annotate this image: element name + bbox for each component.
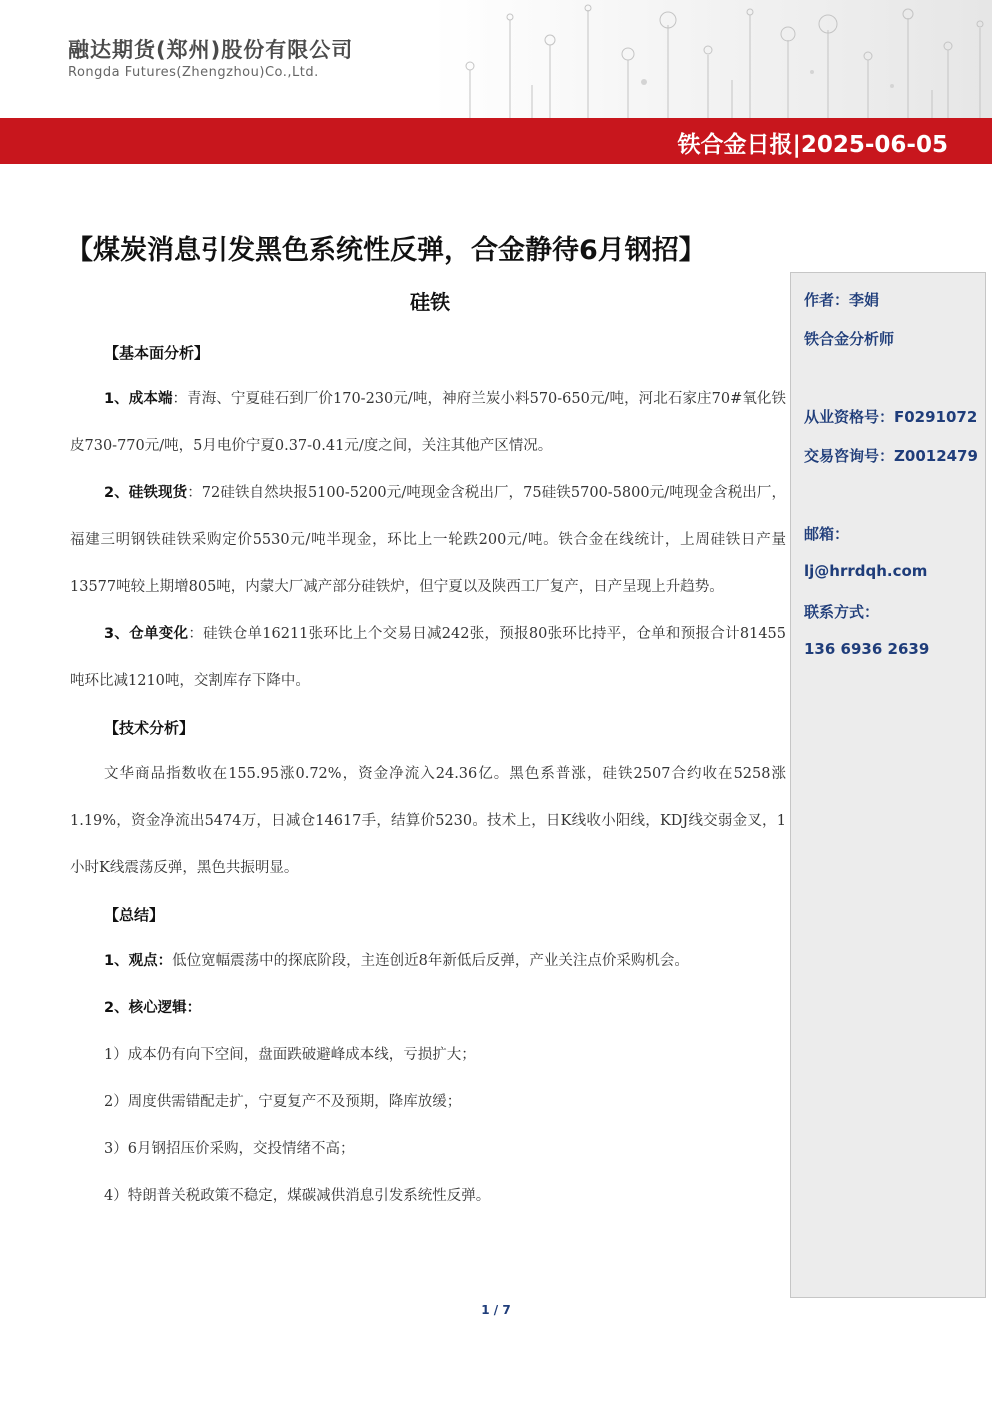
section-heading-summary: 【总结】	[104, 906, 165, 924]
list-item: 3）6月钢招压价采购，交投情绪不高；	[104, 1141, 355, 1157]
text-view: 低位宽幅震荡中的探底阶段，主连创近8年新低后反弹，产业关注点价采购机会。	[172, 953, 689, 969]
paragraph-cost	[70, 376, 786, 470]
list-item: 1）成本仍有向下空间，盘面跌破避峰成本线，亏损扩大；	[104, 1047, 476, 1063]
page-title: 【煤炭消息引发黑色系统性反弹，合金静待6月钢招】	[66, 235, 706, 266]
text-cost: ：青海、宁夏硅石到厂价170-230元/吨，神府兰炭小料570-650元/吨，河北石家庄70#氧化铁皮730-770元/吨，5月电价宁夏0.37-0.41元/度之间，关注其他产区情况。	[70, 391, 786, 454]
label-cost: 1、成本端	[104, 391, 173, 407]
paragraph-logic	[70, 985, 786, 1032]
list-item: 4）特朗普关税政策不稳定，煤碳减供消息引发系统性反弹。	[104, 1188, 491, 1204]
consult-number: 交易咨询号：Z0012479	[804, 447, 978, 465]
company-name-cn: 融达期货(郑州)股份有限公司	[68, 38, 354, 62]
author-sidebar	[790, 272, 986, 1298]
author-role: 铁合金分析师	[804, 330, 895, 348]
email-label: 邮箱：	[804, 525, 850, 543]
list-item: 2）周度供需错配走扩，宁夏复产不及预期，降库放缓；	[104, 1094, 462, 1110]
label-view: 1、观点：	[104, 953, 173, 969]
page-header	[0, 0, 992, 118]
text-warehouse: ：硅铁仓单16211张环比上个交易日减242张，预报80张环比持平，仓单和预报合计81455吨环比减1210吨，交割库存下降中。	[70, 626, 786, 689]
paragraph-warehouse	[70, 611, 786, 705]
report-title: 铁合金日报|2025-06-05	[677, 132, 948, 158]
company-name-en: Rongda Futures(Zhengzhou)Co.,Ltd.	[68, 65, 319, 80]
label-spot: 2、硅铁现货	[104, 485, 188, 501]
section-heading-technical: 【技术分析】	[104, 719, 195, 737]
label-logic: 2、核心逻辑：	[104, 1000, 202, 1016]
qualification-number: 从业资格号：F0291072	[804, 408, 978, 426]
paragraph-view	[70, 938, 786, 985]
decorative-graphic	[432, 0, 992, 118]
section-subtitle: 硅铁	[410, 290, 450, 314]
section-heading-fundamental: 【基本面分析】	[104, 344, 210, 362]
email-address: lj@hrrdqh.com	[804, 562, 928, 580]
report-title-bar	[0, 118, 992, 164]
paragraph-spot	[70, 470, 786, 611]
page-number: 1 / 7	[481, 1303, 511, 1317]
paragraph-technical: 文华商品指数收在155.95涨0.72%，资金净流入24.36亿。黑色系普涨，硅铁2507合约收在5258涨1.19%，资金净流出5474万，日减仓14617手，结算价5230。技术上，日K线收小阳线，KDJ线交弱金叉，1小时K线震荡反弹，黑色共振明显。	[70, 766, 786, 876]
phone-number: 136 6936 2639	[804, 640, 930, 658]
text-spot: ：72硅铁自然块报5100-5200元/吨现金含税出厂，75硅铁5700-5800元/吨现金含税出厂，福建三明钢铁硅铁采购定价5530元/吨半现金，环比上一轮跌200元/吨。铁合金在线统计，上周硅铁日产量13577吨较上期增805吨，内蒙大厂减产部分硅铁炉，但宁夏以及陕西工厂复产，日产呈现上升趋势。	[70, 485, 787, 595]
author-name: 作者：李娟	[804, 291, 880, 309]
label-warehouse: 3、仓单变化	[104, 626, 189, 642]
report-body	[70, 330, 786, 1220]
contact-label: 联系方式：	[804, 603, 880, 621]
